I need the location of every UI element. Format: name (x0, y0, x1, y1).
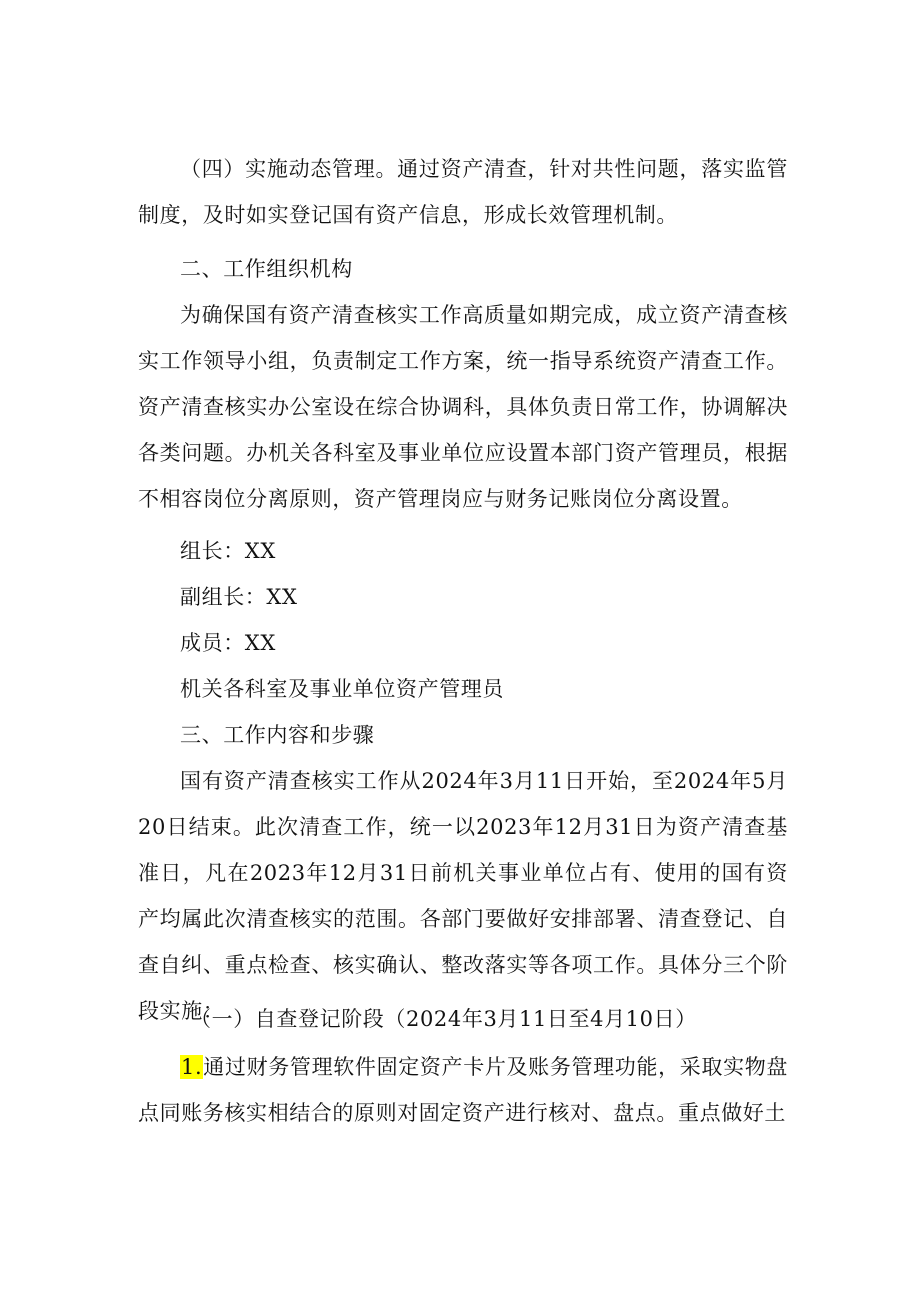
heading-work-organization: 二、工作组织机构 (180, 257, 353, 281)
deputy-leader-line: 副组长：XX (180, 585, 298, 609)
paragraph-schedule: 国有资产清查核实工作从2024年3月11日开始，至2024年5月20日结束。此次清查工作，统一以2023年12月31日为资产清查基准日，凡在2023年12月31日前机关事业单位占有、使用的国有资产均属此次清查核实的范围。各部门要做好安排部署、清查登记、自查自纠、重点检查、核实确认、整改落实等各项工作。具体分三个阶段实施： (138, 769, 788, 1023)
stage-one-heading: （一）自查登记阶段（2024年3月11日至4月10日） (190, 1007, 697, 1031)
member-line: 成员：XX (180, 631, 276, 655)
paragraph-dynamic-management: （四）实施动态管理。通过资产清查，针对共性问题，落实监管制度，及时如实登记国有资产信息，形成长效管理机制。 (138, 157, 788, 227)
asset-administrators-line: 机关各科室及事业单位资产管理员 (180, 677, 504, 701)
item-number-highlight: 1. (181, 1055, 203, 1079)
leader-line: 组长：XX (180, 539, 276, 563)
item-1-text: 通过财务管理软件固定资产卡片及账务管理功能，采取实物盘点同账务核实相结合的原则对固定资产进行核对、盘点。重点做好土 (138, 1055, 788, 1125)
heading-work-content-steps: 三、工作内容和步骤 (180, 723, 375, 747)
paragraph-organization-details: 为确保国有资产清查核实工作高质量如期完成，成立资产清查核实工作领导小组，负责制定工作方案，统一指导系统资产清查工作。资产清查核实办公室设在综合协调科，具体负责日常工作，协调解决各类问题。办机关各科室及事业单位应设置本部门资产管理员，根据不相容岗位分离原则，资产管理岗应与财务记账岗位分离设置。 (138, 303, 788, 511)
list-item-1 (138, 1044, 788, 1136)
